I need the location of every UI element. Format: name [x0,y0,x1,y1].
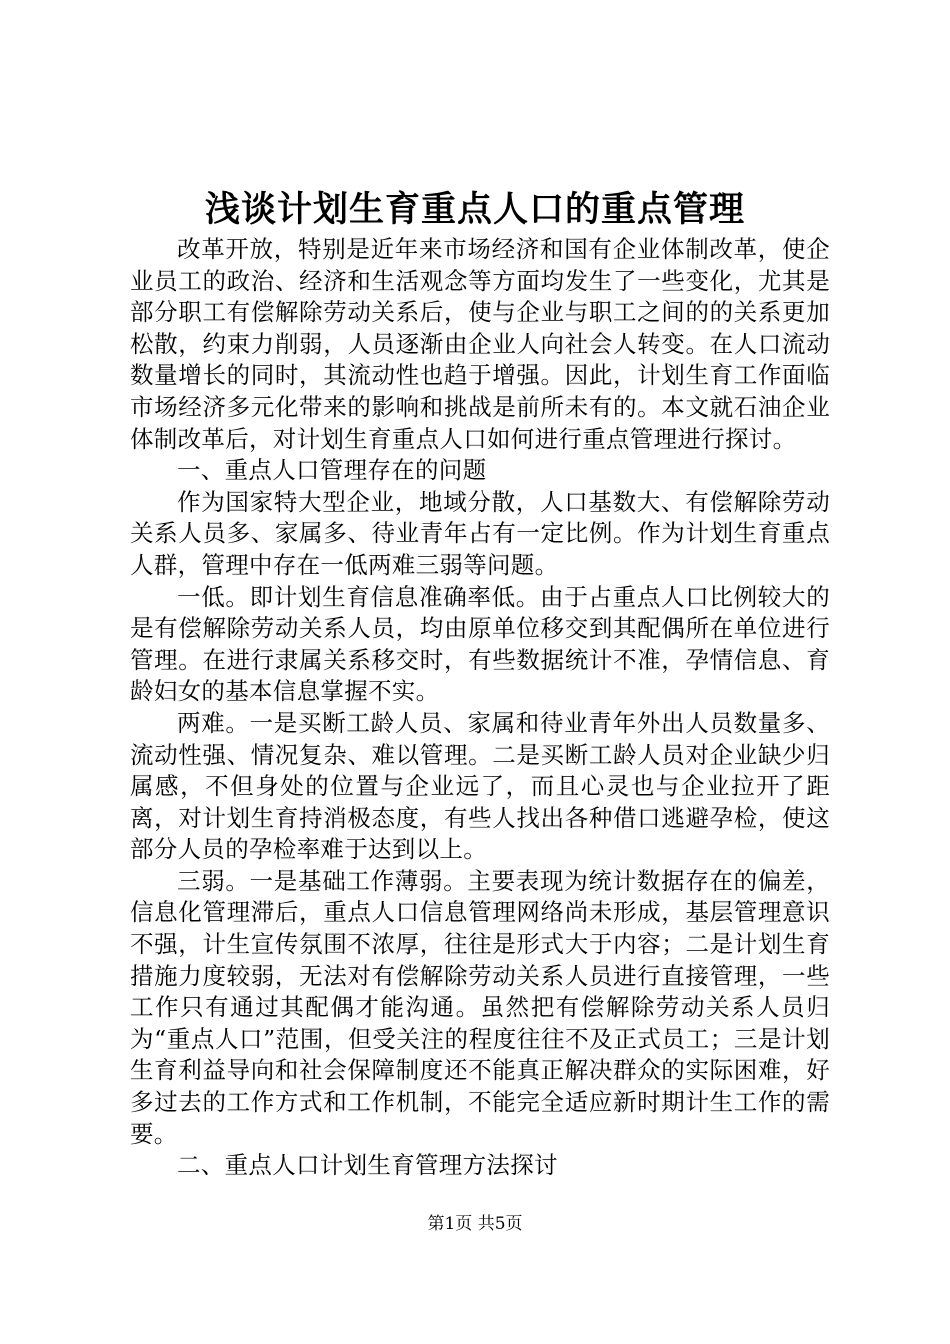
paragraph-one-low: 一低。即计划生育信息准确率低。由于占重点人口比例较大的是有偿解除劳动关系人员，均由原单位移交到其配偶所在单位进行管理。在进行隶属关系移交时，有些数据统计不准，孕情信息、育龄妇女的基本信息掌握不实。 [130,582,830,706]
paragraph-two-difficulties: 两难。一是买断工龄人员、家属和待业青年外出人员数量多、流动性强、情况复杂、难以管理。二是买断工龄人员对企业缺少归属感，不但身处的位置与企业远了，而且心灵也与企业拉开了距离，对计划生育持消极态度，有些人找出各种借口逃避孕检，使这部分人员的孕检率难于达到以上。 [130,708,830,864]
document-title: 浅谈计划生育重点人口的重点管理 [204,190,745,230]
document-body [130,234,830,1182]
section-heading-1: 一、重点人口管理存在的问题 [177,456,487,485]
paragraph-intro: 改革开放，特别是近年来市场经济和国有企业体制改革，使企业员工的政治、经济和生活观念等方面均发生了一些变化，尤其是部分职工有偿解除劳动关系后，使与企业与职工之间的的关系更加松散，约束力削弱，人员逐渐由企业人向社会人转变。在人口流动数量增长的同时，其流动性也趋于增强。因此，计划生育工作面临市场经济多元化带来的影响和挑战是前所未有的。本文就石油企业体制改革后，对计划生育重点人口如何进行重点管理进行探讨。 [130,235,830,453]
paragraph-three-weaknesses: 三弱。一是基础工作薄弱。主要表现为统计数据存在的偏差，信息化管理滞后，重点人口信息管理网络尚未形成，基层管理意识不强，计生宣传氛围不浓厚，往往是形式大于内容；二是计划生育措施力度较弱，无法对有偿解除劳动关系人员进行直接管理，一些工作只有通过其配偶才能沟通。虽然把有偿解除劳动关系人员归为“重点人口”范围，但受关注的程度往往不及正式员工；三是计划生育利益导向和社会保障制度还不能真正解决群众的实际困难，好多过去的工作方式和工作机制，不能完全适应新时期计生工作的需要。 [130,866,830,1148]
page-footer: 第1页 共5页 [427,1214,523,1234]
paragraph-overview: 作为国家特大型企业，地域分散，人口基数大、有偿解除劳动关系人员多、家属多、待业青年占有一定比例。作为计划生育重点人群，管理中存在一低两难三弱等问题。 [130,487,830,579]
section-heading-2: 二、重点人口计划生育管理方法探讨 [177,1151,558,1180]
